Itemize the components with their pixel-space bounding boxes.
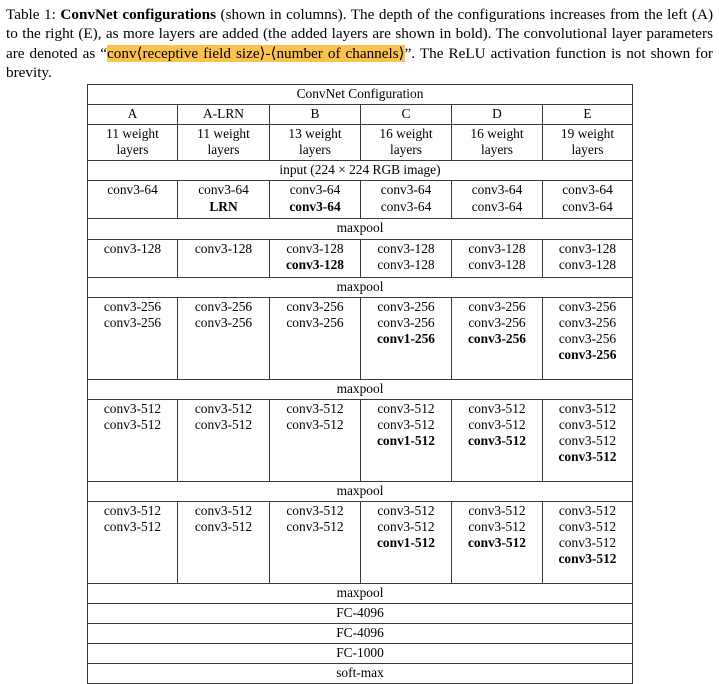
- footer-row-maxpool: maxpool: [88, 583, 633, 603]
- conv-cell-c-block-64: [361, 181, 452, 219]
- table-row: [88, 181, 633, 219]
- table-row: [88, 501, 633, 583]
- caption-part2: ”. The ReLU activation function is not shown for brevity.: [6, 44, 713, 81]
- table-row: [88, 239, 633, 277]
- column-weightlayers-b: 13 weight layers: [270, 125, 361, 161]
- caption-label: Table 1:: [6, 6, 56, 23]
- conv-cell-a-lrn-block-512a: [178, 399, 270, 481]
- maxpool-row: maxpool: [88, 379, 633, 399]
- layer-label: conv3-128: [103, 240, 162, 256]
- conv-cell-b-block-256: [270, 297, 361, 379]
- layer-label: conv3-256: [467, 330, 527, 346]
- maxpool-row: maxpool: [88, 277, 633, 297]
- conv-cell-e-block-256: [543, 297, 633, 379]
- layer-label: conv3-512: [377, 518, 435, 534]
- column-header-b: B: [270, 105, 361, 125]
- layer-label: conv3-512: [467, 432, 527, 448]
- conv-cell-a-block-256: [88, 297, 178, 379]
- table-row: [88, 583, 633, 603]
- layer-label: conv1-512: [376, 535, 436, 551]
- layer-label: conv3-128: [558, 240, 617, 256]
- layer-label: conv3-64: [471, 198, 523, 214]
- layer-label: conv3-512: [558, 518, 617, 534]
- layer-label: conv3-512: [558, 432, 617, 448]
- table-row: [88, 161, 633, 181]
- layer-label: conv3-512: [558, 535, 617, 551]
- layer-label: conv3-64: [289, 198, 341, 214]
- conv-cell-a-lrn-block-256: [178, 297, 270, 379]
- layer-label: conv3-512: [286, 400, 344, 416]
- table-row: [88, 481, 633, 501]
- footer-row-fc-4096: FC-4096: [88, 603, 633, 623]
- layer-label: conv3-512: [286, 416, 344, 432]
- layer-label: conv3-64: [107, 182, 158, 198]
- layer-label: conv3-64: [198, 182, 249, 198]
- column-weightlayers-d: 16 weight layers: [452, 125, 543, 161]
- layer-label: conv3-256: [558, 298, 617, 314]
- conv-cell-b-block-128: [270, 239, 361, 277]
- conv-cell-a-lrn-block-128: [178, 239, 270, 277]
- layer-label: conv3-128: [558, 256, 617, 272]
- caption-highlight: conv⟨receptive field size⟩-⟨number of channels⟩: [107, 44, 405, 62]
- layer-label: conv3-512: [558, 551, 617, 567]
- conv-cell-c-block-256: [361, 297, 452, 379]
- input-row: input (224 × 224 RGB image): [88, 161, 633, 181]
- conv-cell-a-lrn-block-64: [178, 181, 270, 219]
- layer-label: conv1-512: [376, 432, 436, 448]
- layer-label: conv3-128: [285, 256, 345, 272]
- layer-label: conv3-256: [103, 314, 162, 330]
- conv-cell-d-block-512b: [452, 501, 543, 583]
- layer-label: conv3-512: [377, 400, 435, 416]
- layer-label: conv3-512: [286, 502, 344, 518]
- layer-label: conv3-128: [194, 240, 253, 256]
- column-header-d: D: [452, 105, 543, 125]
- conv-cell-b-block-512b: [270, 501, 361, 583]
- column-weightlayers-e: 19 weight layers: [543, 125, 633, 161]
- layer-label: conv3-512: [286, 518, 344, 534]
- conv-cell-a-block-512a: [88, 399, 178, 481]
- table-row: [88, 297, 633, 379]
- layer-label: conv3-512: [377, 416, 435, 432]
- caption-part1: (shown in columns). The depth of the configurations increases from the left (A) to the right (E), as more layers are added (the added layers are shown in bold). The convolutional layer parameters are denoted as “: [6, 6, 713, 62]
- table-caption: [6, 5, 713, 82]
- layer-label: conv3-256: [377, 298, 435, 314]
- table-spanner-header: ConvNet Configuration: [88, 85, 633, 105]
- footer-row-fc-1000: FC-1000: [88, 644, 633, 664]
- layer-label: conv3-256: [468, 298, 526, 314]
- layer-label: conv3-128: [468, 240, 526, 256]
- layer-label: conv3-512: [103, 518, 162, 534]
- layer-label: conv3-256: [558, 346, 617, 362]
- layer-label: conv3-256: [286, 314, 344, 330]
- layer-label: conv3-512: [467, 535, 527, 551]
- layer-label: conv3-64: [380, 182, 432, 198]
- layer-label: conv3-512: [468, 518, 526, 534]
- layer-label: conv3-512: [194, 416, 253, 432]
- column-header-a-lrn: A-LRN: [178, 105, 270, 125]
- table-row: [88, 105, 633, 125]
- layer-label: conv3-256: [558, 314, 617, 330]
- layer-label: conv3-512: [468, 400, 526, 416]
- conv-cell-e-block-512b: [543, 501, 633, 583]
- layer-label: conv3-512: [103, 416, 162, 432]
- layer-label: conv3-64: [380, 198, 432, 214]
- maxpool-row: maxpool: [88, 481, 633, 501]
- conv-cell-c-block-512a: [361, 399, 452, 481]
- convnet-configuration-table: [87, 84, 632, 684]
- conv-cell-a-lrn-block-512b: [178, 501, 270, 583]
- maxpool-row: maxpool: [88, 219, 633, 239]
- column-weightlayers-a-lrn: 11 weight layers: [178, 125, 270, 161]
- layer-label: conv3-512: [377, 502, 435, 518]
- column-header-a: A: [88, 105, 178, 125]
- table-body: [88, 85, 633, 684]
- layer-label: conv3-512: [194, 502, 253, 518]
- layer-label: conv1-256: [376, 330, 436, 346]
- layer-label: conv3-512: [103, 502, 162, 518]
- layer-label: conv3-256: [286, 298, 344, 314]
- layer-label: conv3-128: [377, 256, 435, 272]
- layer-label: conv3-512: [558, 502, 617, 518]
- conv-cell-b-block-64: [270, 181, 361, 219]
- conv-cell-a-block-64: [88, 181, 178, 219]
- layer-label: conv3-512: [558, 449, 617, 465]
- table-row: [88, 624, 633, 644]
- table-row: [88, 644, 633, 664]
- column-weightlayers-c: 16 weight layers: [361, 125, 452, 161]
- conv-cell-e-block-64: [543, 181, 633, 219]
- layer-label: conv3-64: [289, 182, 341, 198]
- table-row: [88, 277, 633, 297]
- layer-label: conv3-512: [468, 502, 526, 518]
- layer-label: LRN: [209, 198, 238, 214]
- table-row: [88, 85, 633, 105]
- layer-label: conv3-128: [286, 240, 344, 256]
- footer-row-soft-max: soft-max: [88, 664, 633, 684]
- table-row: [88, 219, 633, 239]
- layer-label: conv3-512: [194, 518, 253, 534]
- caption-title: ConvNet configurations: [60, 6, 216, 23]
- conv-cell-d-block-512a: [452, 399, 543, 481]
- conv-cell-d-block-128: [452, 239, 543, 277]
- table-row: [88, 664, 633, 684]
- layer-label: conv3-512: [558, 400, 617, 416]
- layer-label: conv3-64: [562, 182, 613, 198]
- footer-row-fc-4096: FC-4096: [88, 624, 633, 644]
- layer-label: conv3-512: [468, 416, 526, 432]
- layer-label: conv3-256: [468, 314, 526, 330]
- conv-cell-c-block-512b: [361, 501, 452, 583]
- layer-label: conv3-256: [103, 298, 162, 314]
- layer-label: conv3-128: [468, 256, 526, 272]
- conv-cell-e-block-128: [543, 239, 633, 277]
- conv-cell-d-block-64: [452, 181, 543, 219]
- layer-label: conv3-128: [377, 240, 435, 256]
- column-weightlayers-a: 11 weight layers: [88, 125, 178, 161]
- layer-label: conv3-512: [194, 400, 253, 416]
- layer-label: conv3-256: [377, 314, 435, 330]
- conv-cell-e-block-512a: [543, 399, 633, 481]
- column-header-e: E: [543, 105, 633, 125]
- conv-cell-a-block-512b: [88, 501, 178, 583]
- layer-label: conv3-256: [194, 298, 253, 314]
- layer-label: conv3-512: [103, 400, 162, 416]
- layer-label: conv3-256: [558, 330, 617, 346]
- conv-cell-c-block-128: [361, 239, 452, 277]
- table-row: [88, 125, 633, 161]
- conv-cell-d-block-256: [452, 297, 543, 379]
- table-row: [88, 399, 633, 481]
- table-row: [88, 379, 633, 399]
- conv-cell-a-block-128: [88, 239, 178, 277]
- column-header-c: C: [361, 105, 452, 125]
- layer-label: conv3-64: [471, 182, 523, 198]
- table-row: [88, 603, 633, 623]
- conv-cell-b-block-512a: [270, 399, 361, 481]
- layer-label: conv3-64: [562, 198, 613, 214]
- layer-label: conv3-512: [558, 416, 617, 432]
- layer-label: conv3-256: [194, 314, 253, 330]
